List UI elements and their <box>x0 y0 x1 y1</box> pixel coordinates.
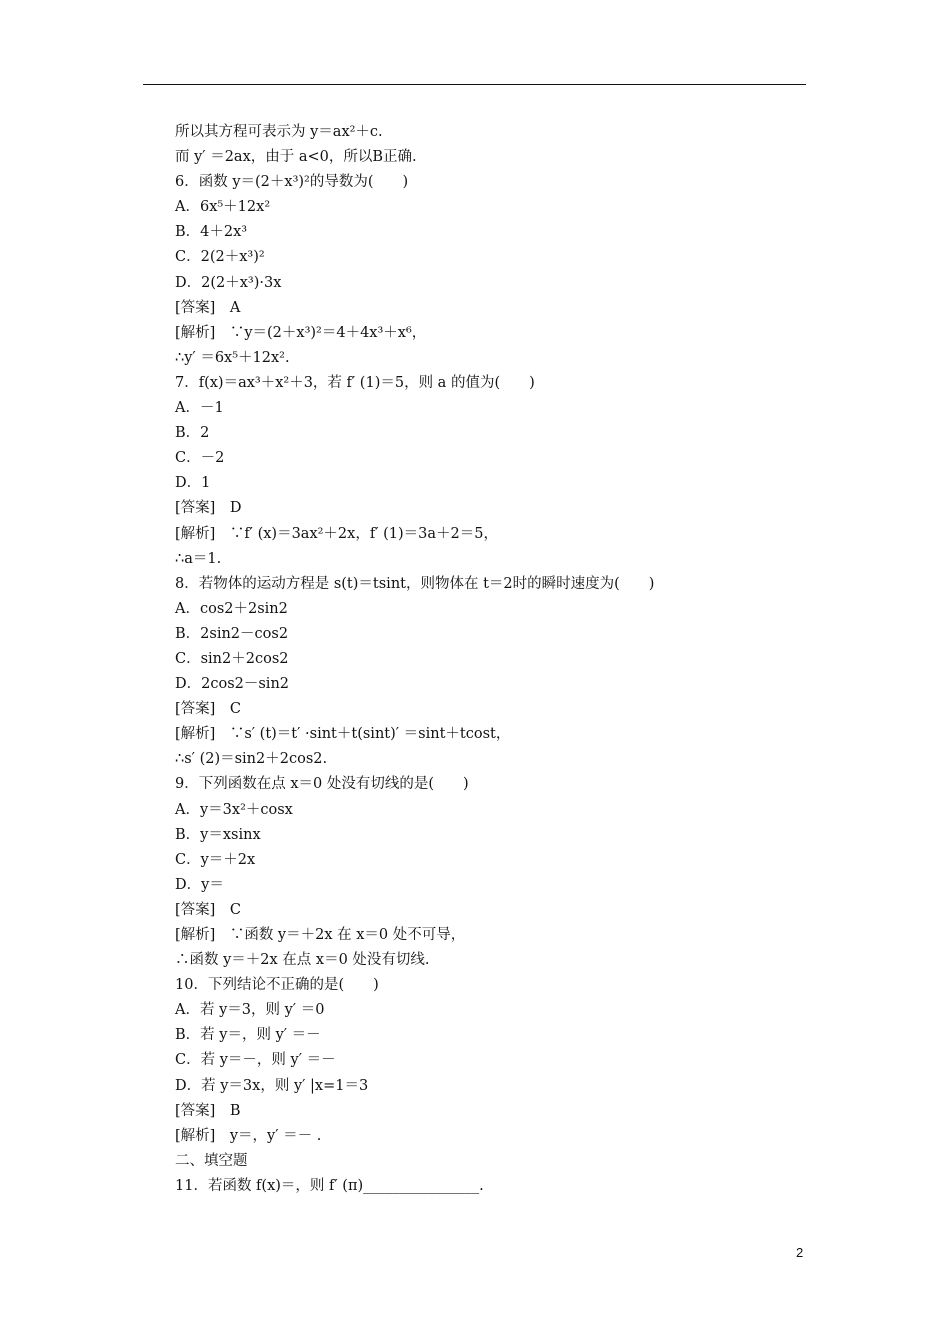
header-rule <box>143 84 806 85</box>
option-a: A．y＝3x²＋cosx <box>175 801 293 818</box>
option-a: A．6x⁵＋12x² <box>175 199 271 216</box>
answer-line: [答案] B <box>175 1102 241 1119</box>
question-10: 10．下列结论不正确的是( ) <box>175 977 379 994</box>
option-b: B．2 <box>175 425 210 442</box>
page-number: 2 <box>796 1245 804 1260</box>
answer-line: [答案] A <box>175 299 241 316</box>
option-d: D．若 y＝3x，则 y′ |x=1＝3 <box>175 1077 369 1094</box>
text-line: ∴s′ (2)＝sin2＋2cos2. <box>175 751 328 768</box>
option-c: C．y＝＋2x <box>175 851 256 868</box>
option-d: D．y＝ <box>175 876 224 893</box>
analysis-line: [解析] y＝，y′ ＝－ . <box>175 1127 322 1144</box>
option-d: D．1 <box>175 475 211 492</box>
text-line: ∴a＝1. <box>175 550 222 567</box>
option-d: D．2cos2－sin2 <box>175 676 290 693</box>
option-d: D．2(2＋x³)·3x <box>175 274 282 291</box>
analysis-line: [解析] ∵y＝(2＋x³)²＝4＋4x³＋x⁶， <box>175 324 427 341</box>
option-b: B．若 y＝，则 y′ ＝－ <box>175 1027 321 1044</box>
option-c: C．2(2＋x³)² <box>175 249 265 266</box>
analysis-line: [解析] ∵函数 y＝＋2x 在 x＝0 处不可导， <box>175 927 466 943</box>
option-b: B．y＝xsinx <box>175 826 261 843</box>
answer-line: [答案] C <box>175 701 241 718</box>
text-line: 所以其方程可表示为 y＝ax²＋c. <box>175 124 383 140</box>
option-a: A．cos2＋2sin2 <box>175 600 288 617</box>
text-line: ∴y′ ＝6x⁵＋12x². <box>175 349 290 366</box>
option-b: B．2sin2－cos2 <box>175 625 289 642</box>
option-c: C．若 y＝－，则 y′ ＝－ <box>175 1052 336 1069</box>
option-b: B．4＋2x³ <box>175 224 248 241</box>
text-line: ∴函数 y＝＋2x 在点 x＝0 处没有切线. <box>175 952 430 969</box>
text-line: 而 y′ ＝2ax，由于 a<0，所以B正确. <box>175 149 417 166</box>
answer-line: [答案] D <box>175 500 242 517</box>
question-6: 6．函数 y＝(2＋x³)²的导数为( ) <box>175 174 409 191</box>
question-7: 7．f(x)＝ax³＋x²＋3，若 f′ (1)＝5，则 a 的值为( ) <box>175 374 535 391</box>
analysis-line: [解析] ∵s′ (t)＝t′ ·sint＋t(sint)′ ＝sint＋tcost， <box>175 726 511 743</box>
question-8: 8．若物体的运动方程是 s(t)＝tsint，则物体在 t＝2时的瞬时速度为( ) <box>175 575 655 592</box>
answer-line: [答案] C <box>175 901 241 918</box>
option-a: A．若 y＝3，则 y′ ＝0 <box>175 1002 325 1019</box>
option-c: C．－2 <box>175 450 225 467</box>
question-9: 9．下列函数在点 x＝0 处没有切线的是( ) <box>175 776 469 793</box>
document-body <box>175 120 815 1199</box>
option-a: A．－1 <box>175 400 224 417</box>
question-11: 11．若函数 f(x)＝，则 f′ (π)________________. <box>175 1177 484 1194</box>
section-heading: 二、填空题 <box>175 1152 248 1169</box>
option-c: C．sin2＋2cos2 <box>175 650 289 667</box>
analysis-line: [解析] ∵f′ (x)＝3ax²＋2x，f′ (1)＝3a＋2＝5， <box>175 525 498 542</box>
